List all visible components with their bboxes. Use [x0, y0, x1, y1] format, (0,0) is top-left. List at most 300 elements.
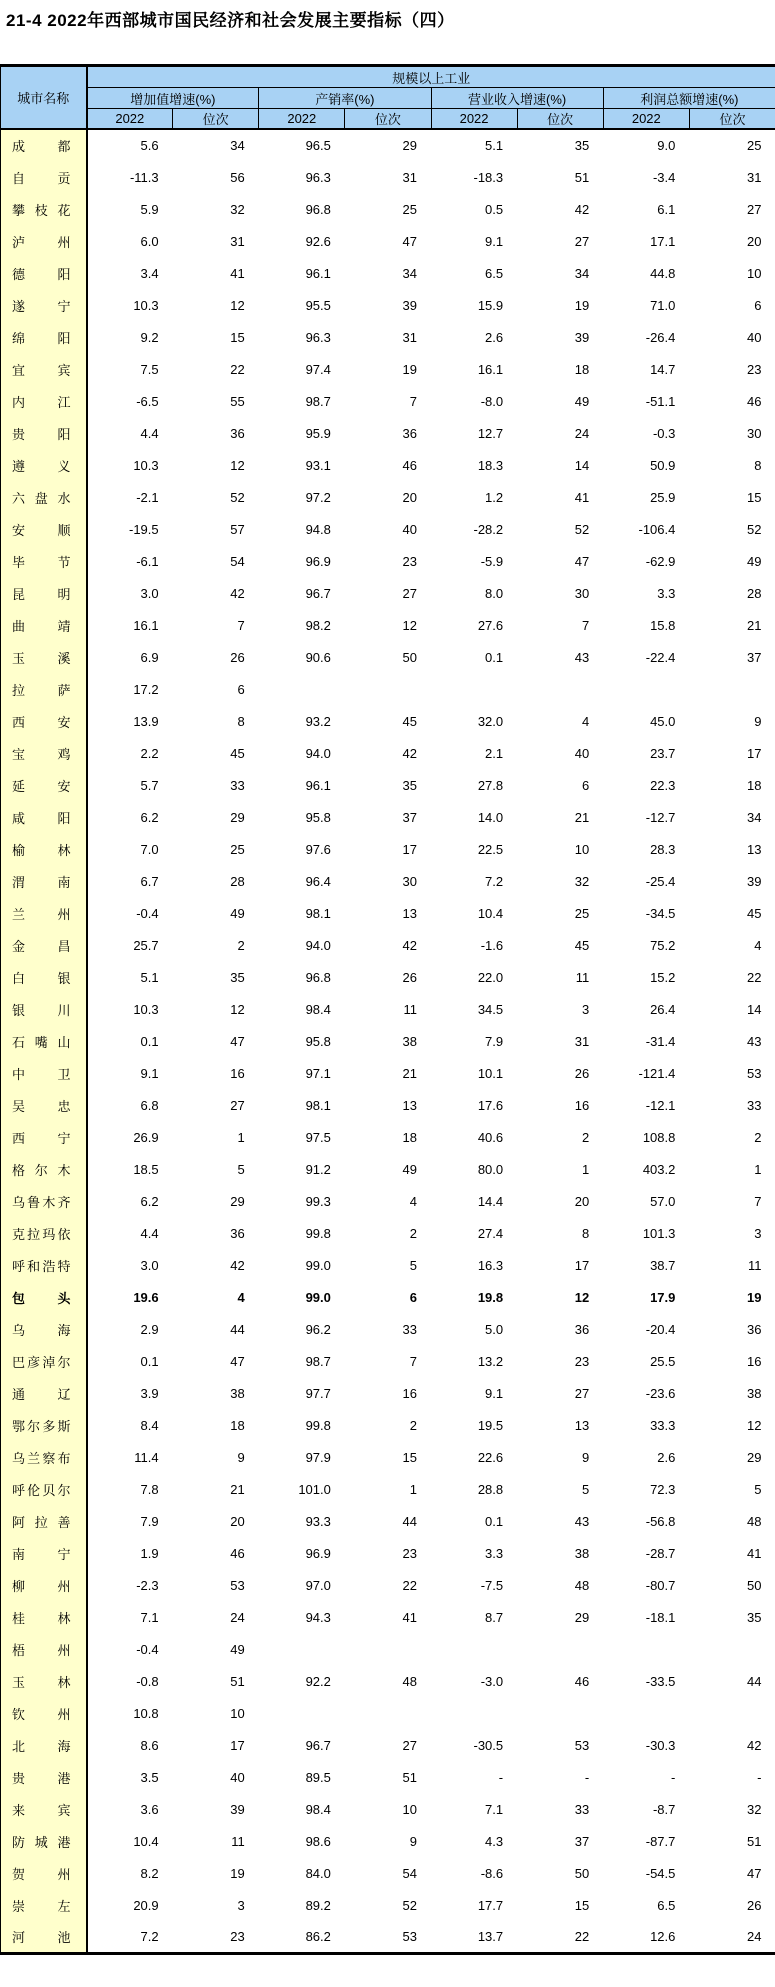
- value-cell: 3: [237, 1897, 245, 1913]
- value-cell: 75.2: [650, 937, 676, 953]
- value-cell: 20: [574, 1193, 590, 1209]
- value-cell: 2.1: [485, 745, 504, 761]
- value-cell: 15: [402, 1449, 417, 1465]
- value-cell: 8.0: [485, 585, 504, 601]
- table-row: [1, 321, 775, 353]
- city-name: 西宁: [1, 1121, 87, 1153]
- value-cell: 5.9: [140, 201, 159, 217]
- table-row: [1, 1441, 775, 1473]
- header-revenue-growth: 营业收入增速(%): [431, 88, 603, 109]
- value-cell: 10.3: [133, 1001, 159, 1017]
- city-name: 泸州: [1, 225, 87, 257]
- value-cell: 7.8: [140, 1481, 159, 1497]
- value-cell: 54: [402, 1865, 417, 1881]
- value-cell: 30: [574, 585, 590, 601]
- city-name: 金昌: [1, 929, 87, 961]
- value-cell: 2: [582, 1129, 590, 1145]
- value-cell: 3.5: [140, 1769, 159, 1785]
- value-cell: 33.3: [650, 1417, 676, 1433]
- value-cell: 4: [409, 1193, 417, 1209]
- value-cell: 95.8: [305, 809, 331, 825]
- value-cell: 98.2: [305, 617, 331, 633]
- value-cell: 33: [402, 1321, 417, 1337]
- value-cell: 4.3: [485, 1833, 504, 1849]
- value-cell: 5: [409, 1257, 417, 1273]
- value-cell: 7.9: [140, 1513, 159, 1529]
- table-row: [1, 1633, 775, 1665]
- value-cell: 15.2: [650, 969, 676, 985]
- value-cell: 29: [747, 1449, 762, 1465]
- table-row: [1, 481, 775, 513]
- table-row: [1, 225, 775, 257]
- subheader-year: 2022: [259, 109, 345, 130]
- value-cell: -12.1: [645, 1097, 676, 1113]
- value-cell: 26.4: [650, 1001, 676, 1017]
- city-name: 来宾: [1, 1793, 87, 1825]
- value-cell: 17.1: [650, 233, 676, 249]
- value-cell: 27: [574, 1385, 590, 1401]
- value-cell: 19: [230, 1865, 245, 1881]
- value-cell: 33: [574, 1801, 590, 1817]
- value-cell: 45.0: [650, 713, 676, 729]
- value-cell: 26: [230, 649, 245, 665]
- value-cell: 5.1: [485, 138, 504, 153]
- value-cell: 8: [237, 713, 245, 729]
- value-cell: 40: [747, 329, 762, 345]
- value-cell: 11: [403, 1001, 417, 1017]
- value-cell: 29: [230, 1193, 245, 1209]
- table-row: [1, 1409, 775, 1441]
- value-cell: 8: [754, 457, 762, 473]
- value-cell: -121.4: [638, 1065, 676, 1081]
- value-cell: [689, 1633, 775, 1665]
- value-cell: 35: [402, 777, 417, 793]
- value-cell: 10.3: [133, 457, 159, 473]
- value-cell: 96.7: [305, 1737, 331, 1753]
- value-cell: 15.9: [477, 297, 504, 313]
- value-cell: 9: [754, 713, 762, 729]
- table-row: [1, 961, 775, 993]
- value-cell: 5.1: [140, 969, 159, 985]
- table-row: [1, 1249, 775, 1281]
- value-cell: 2.6: [485, 329, 504, 345]
- value-cell: 57.0: [650, 1193, 676, 1209]
- table-row: [1, 897, 775, 929]
- table-row: [1, 577, 775, 609]
- value-cell: 6.7: [140, 873, 159, 889]
- value-cell: 19.8: [477, 1289, 504, 1305]
- value-cell: 36: [402, 425, 417, 441]
- value-cell: 38: [747, 1385, 762, 1401]
- value-cell: 29: [230, 809, 245, 825]
- value-cell: 7.9: [485, 1033, 504, 1049]
- table-row: [1, 1601, 775, 1633]
- value-cell: 52: [747, 521, 762, 537]
- value-cell: 1: [409, 1481, 417, 1497]
- value-cell: -56.8: [645, 1513, 676, 1529]
- value-cell: 50: [402, 649, 417, 665]
- value-cell: 28: [230, 873, 245, 889]
- value-cell: 46: [747, 393, 762, 409]
- value-cell: 3.3: [485, 1545, 504, 1561]
- city-name: 兰州: [1, 897, 87, 929]
- table-row: [1, 1377, 775, 1409]
- value-cell: 17.7: [477, 1897, 504, 1913]
- value-cell: 36: [230, 425, 245, 441]
- value-cell: 9.1: [485, 233, 504, 249]
- value-cell: 44: [402, 1513, 417, 1529]
- subheader-rank: 位次: [517, 109, 603, 130]
- value-cell: 49: [402, 1161, 417, 1177]
- table-row: [1, 1825, 775, 1857]
- table-row: [1, 705, 775, 737]
- value-cell: 19: [402, 361, 417, 377]
- value-cell: 21: [747, 617, 762, 633]
- value-cell: 10.4: [133, 1833, 159, 1849]
- value-cell: 22: [574, 1928, 590, 1944]
- value-cell: 33: [747, 1097, 762, 1113]
- value-cell: 95.9: [305, 425, 331, 441]
- value-cell: 13: [747, 841, 762, 857]
- value-cell: 93.1: [305, 457, 331, 473]
- value-cell: 15: [574, 1897, 590, 1913]
- value-cell: [603, 1697, 689, 1729]
- value-cell: [259, 1633, 345, 1665]
- value-cell: 25.7: [133, 937, 159, 953]
- value-cell: 9: [582, 1449, 590, 1465]
- value-cell: -25.4: [645, 873, 676, 889]
- value-cell: 0.1: [140, 1353, 159, 1369]
- value-cell: 49: [230, 1641, 245, 1657]
- table-row: [1, 993, 775, 1025]
- value-cell: 40: [574, 745, 590, 761]
- value-cell: 57: [230, 521, 245, 537]
- header-industry-above-scale: 规模以上工业: [87, 66, 775, 88]
- value-cell: 49: [230, 905, 245, 921]
- city-name: 玉溪: [1, 641, 87, 673]
- value-cell: 10: [574, 841, 590, 857]
- value-cell: 43: [747, 1033, 762, 1049]
- header-profit-growth: 利润总额增速(%): [603, 88, 775, 109]
- value-cell: 23: [574, 1353, 590, 1369]
- value-cell: 7: [409, 393, 417, 409]
- value-cell: 12.7: [477, 425, 504, 441]
- table-row: [1, 1153, 775, 1185]
- city-name: 鄂尔多斯: [1, 1409, 87, 1441]
- value-cell: 34.5: [477, 1001, 504, 1017]
- value-cell: 38: [574, 1545, 590, 1561]
- value-cell: 2.2: [140, 745, 159, 761]
- value-cell: 9: [409, 1833, 417, 1849]
- city-name: 内江: [1, 385, 87, 417]
- city-name: 柳州: [1, 1569, 87, 1601]
- value-cell: 16: [402, 1385, 417, 1401]
- value-cell: 48: [402, 1673, 417, 1689]
- value-cell: 11: [748, 1257, 762, 1273]
- value-cell: 97.2: [305, 489, 331, 505]
- value-cell: 44: [230, 1321, 245, 1337]
- value-cell: 93.2: [305, 713, 331, 729]
- value-cell: 97.4: [305, 361, 331, 377]
- value-cell: 20: [402, 489, 417, 505]
- value-cell: 53: [230, 1577, 245, 1593]
- value-cell: 17.6: [477, 1097, 504, 1113]
- value-cell: 34: [747, 809, 762, 825]
- value-cell: 92.2: [305, 1673, 331, 1689]
- value-cell: [517, 1697, 603, 1729]
- city-name: 北海: [1, 1729, 87, 1761]
- value-cell: 13.9: [133, 713, 159, 729]
- value-cell: 96.3: [305, 329, 331, 345]
- table-row: [1, 1921, 775, 1953]
- city-name: 自贡: [1, 161, 87, 193]
- value-cell: 98.6: [305, 1833, 331, 1849]
- value-cell: 35: [747, 1609, 762, 1625]
- value-cell: 31: [402, 329, 417, 345]
- table-row: [1, 1537, 775, 1569]
- value-cell: 3.4: [140, 265, 159, 281]
- value-cell: 52: [574, 521, 590, 537]
- value-cell: 42: [747, 1737, 762, 1753]
- value-cell: 7.0: [140, 841, 159, 857]
- value-cell: 42: [230, 1257, 245, 1273]
- value-cell: 28.3: [650, 841, 676, 857]
- city-name: 昆明: [1, 577, 87, 609]
- value-cell: [603, 673, 689, 705]
- value-cell: 7: [409, 1353, 417, 1369]
- subheader-year: 2022: [603, 109, 689, 130]
- value-cell: 22.3: [650, 777, 676, 793]
- value-cell: 27: [402, 1737, 417, 1753]
- city-name: 毕节: [1, 545, 87, 577]
- value-cell: [345, 1633, 431, 1665]
- value-cell: 24: [747, 1928, 762, 1944]
- table-row: [1, 1217, 775, 1249]
- value-cell: 53: [574, 1737, 590, 1753]
- value-cell: [431, 1633, 517, 1665]
- value-cell: 94.0: [305, 937, 331, 953]
- value-cell: 5: [237, 1161, 245, 1177]
- value-cell: 6: [237, 681, 245, 697]
- value-cell: 6.8: [140, 1097, 159, 1113]
- subheader-rank: 位次: [173, 109, 259, 130]
- value-cell: 14.4: [477, 1193, 504, 1209]
- value-cell: 49: [574, 393, 590, 409]
- value-cell: 2.6: [657, 1449, 676, 1465]
- value-cell: 52: [230, 489, 245, 505]
- city-name: 攀枝花: [1, 193, 87, 225]
- value-cell: 2: [409, 1225, 417, 1241]
- value-cell: -12.7: [645, 809, 676, 825]
- value-cell: 48: [574, 1577, 590, 1593]
- city-name: 银川: [1, 993, 87, 1025]
- value-cell: 18: [402, 1129, 417, 1145]
- value-cell: 29: [574, 1609, 590, 1625]
- value-cell: 53: [747, 1065, 762, 1081]
- value-cell: -51.1: [645, 393, 676, 409]
- value-cell: 16: [747, 1353, 762, 1369]
- value-cell: 96.9: [305, 553, 331, 569]
- value-cell: 0.1: [485, 1513, 504, 1529]
- value-cell: 13.2: [477, 1353, 504, 1369]
- value-cell: 51: [574, 169, 590, 185]
- value-cell: 13: [574, 1417, 590, 1433]
- value-cell: 90.6: [305, 649, 331, 665]
- value-cell: 36: [230, 1225, 245, 1241]
- value-cell: 18: [230, 1417, 245, 1433]
- value-cell: 1.9: [140, 1545, 159, 1561]
- table-row: [1, 289, 775, 321]
- value-cell: 27: [747, 201, 762, 217]
- table-row: [1, 161, 775, 193]
- value-cell: 14.0: [477, 809, 504, 825]
- table-row: [1, 129, 775, 161]
- table-row: [1, 1697, 775, 1729]
- value-cell: 19: [747, 1289, 762, 1305]
- value-cell: 6: [409, 1289, 417, 1305]
- value-cell: 0.5: [485, 201, 504, 217]
- value-cell: 101.3: [642, 1225, 676, 1241]
- city-name: 宜宾: [1, 353, 87, 385]
- table-row: [1, 769, 775, 801]
- value-cell: 84.0: [305, 1865, 331, 1881]
- value-cell: -28.7: [645, 1545, 676, 1561]
- value-cell: 95.5: [305, 297, 331, 313]
- value-cell: -8.7: [652, 1801, 676, 1817]
- value-cell: 16.1: [133, 617, 159, 633]
- value-cell: 8.7: [485, 1609, 504, 1625]
- value-cell: 8.4: [140, 1417, 159, 1433]
- value-cell: 6.1: [657, 201, 676, 217]
- table-header: [1, 66, 775, 130]
- value-cell: 6: [754, 297, 762, 313]
- value-cell: 22.0: [477, 969, 504, 985]
- value-cell: -: [498, 1769, 504, 1785]
- value-cell: 10.1: [477, 1065, 504, 1081]
- value-cell: [345, 673, 431, 705]
- value-cell: 26: [574, 1065, 590, 1081]
- value-cell: 12: [230, 1001, 245, 1017]
- value-cell: -: [671, 1769, 676, 1785]
- subheader-rank: 位次: [345, 109, 431, 130]
- value-cell: 36: [747, 1321, 762, 1337]
- table-row: [1, 929, 775, 961]
- value-cell: -19.5: [128, 521, 159, 537]
- value-cell: 51: [402, 1769, 417, 1785]
- table-row: [1, 1473, 775, 1505]
- value-cell: 98.1: [305, 905, 331, 921]
- value-cell: 50: [747, 1577, 762, 1593]
- value-cell: 30: [402, 873, 417, 889]
- value-cell: 17: [402, 841, 417, 857]
- value-cell: 44: [747, 1673, 762, 1689]
- value-cell: 15: [230, 329, 245, 345]
- value-cell: 30: [747, 425, 762, 441]
- value-cell: 13.7: [477, 1928, 504, 1944]
- value-cell: 18: [574, 361, 590, 377]
- value-cell: 6.5: [485, 265, 504, 281]
- city-name: 呼伦贝尔: [1, 1473, 87, 1505]
- value-cell: 34: [230, 138, 245, 153]
- subheader-year: 2022: [87, 109, 173, 130]
- value-cell: -3.0: [480, 1673, 504, 1689]
- value-cell: 11: [575, 969, 590, 985]
- value-cell: 42: [230, 585, 245, 601]
- value-cell: [603, 1633, 689, 1665]
- value-cell: 98.7: [305, 1353, 331, 1369]
- value-cell: 47: [402, 233, 417, 249]
- value-cell: 14: [747, 1001, 762, 1017]
- value-cell: 25: [230, 841, 245, 857]
- value-cell: -6.1: [136, 553, 159, 569]
- table-row: [1, 1857, 775, 1889]
- value-cell: 7.1: [485, 1801, 504, 1817]
- value-cell: -7.5: [480, 1577, 504, 1593]
- city-name: 贺州: [1, 1857, 87, 1889]
- table-row: [1, 641, 775, 673]
- value-cell: 6.5: [657, 1897, 676, 1913]
- value-cell: 20: [747, 233, 762, 249]
- value-cell: -30.3: [645, 1737, 676, 1753]
- value-cell: 23: [230, 1928, 245, 1944]
- value-cell: 48: [747, 1513, 762, 1529]
- value-cell: 27: [574, 233, 590, 249]
- value-cell: 10.8: [133, 1705, 159, 1721]
- value-cell: -5.9: [480, 553, 504, 569]
- value-cell: 50: [574, 1865, 590, 1881]
- value-cell: 47: [230, 1033, 245, 1049]
- table-row: [1, 1665, 775, 1697]
- city-name: 西安: [1, 705, 87, 737]
- value-cell: 89.5: [305, 1769, 331, 1785]
- table-row: [1, 1185, 775, 1217]
- value-cell: 12: [230, 457, 245, 473]
- value-cell: 8: [582, 1225, 590, 1241]
- value-cell: 41: [574, 489, 590, 505]
- value-cell: -2.1: [136, 489, 159, 505]
- value-cell: 46: [402, 457, 417, 473]
- value-cell: -28.2: [473, 521, 504, 537]
- value-cell: 6.9: [140, 649, 159, 665]
- city-name: 遂宁: [1, 289, 87, 321]
- city-name: 六盘水: [1, 481, 87, 513]
- value-cell: 2: [754, 1129, 762, 1145]
- value-cell: 40.6: [477, 1129, 504, 1145]
- value-cell: 5.0: [485, 1321, 504, 1337]
- value-cell: 46: [574, 1673, 590, 1689]
- value-cell: -8.6: [480, 1865, 504, 1881]
- table-row: [1, 1089, 775, 1121]
- value-cell: 98.4: [305, 1801, 331, 1817]
- value-cell: -33.5: [645, 1673, 676, 1689]
- city-name: 乌兰察布: [1, 1441, 87, 1473]
- value-cell: 39: [574, 329, 590, 345]
- value-cell: 97.1: [305, 1065, 331, 1081]
- value-cell: 51: [747, 1833, 762, 1849]
- value-cell: 12: [574, 1289, 590, 1305]
- table-row: [1, 1057, 775, 1089]
- value-cell: 10: [402, 1801, 417, 1817]
- value-cell: 96.1: [305, 265, 331, 281]
- value-cell: 98.1: [305, 1097, 331, 1113]
- value-cell: 47: [574, 553, 590, 569]
- value-cell: 96.3: [305, 169, 331, 185]
- city-name: 河池: [1, 1921, 87, 1953]
- value-cell: 1.2: [485, 489, 504, 505]
- table-row: [1, 1793, 775, 1825]
- value-cell: 72.3: [650, 1481, 676, 1497]
- header-city-name: 城市名称: [1, 66, 87, 130]
